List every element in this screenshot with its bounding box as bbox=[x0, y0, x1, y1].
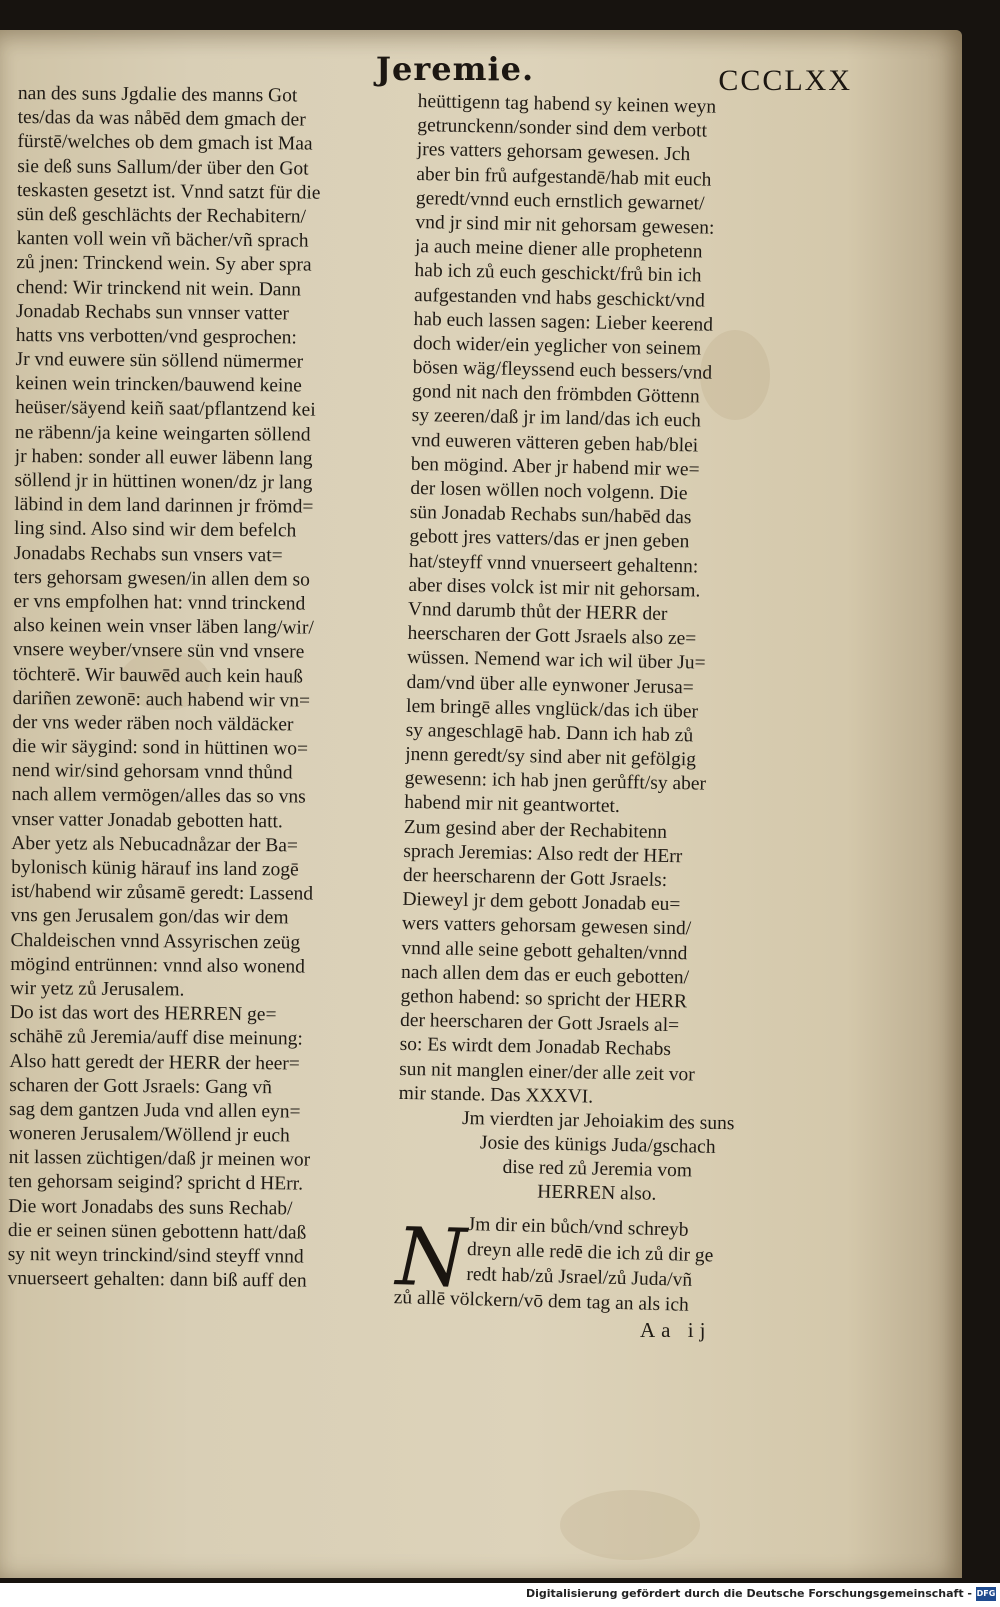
text-line: wüssen. Nemend war ich wil über Ju= bbox=[406, 647, 706, 674]
text-line: nit lassen züchtigen/daß jr meinen wor bbox=[8, 1147, 311, 1171]
text-line: Vnnd darumb thůt der HERR der bbox=[407, 598, 668, 625]
paper-stain bbox=[560, 1490, 700, 1560]
text-line: die er seinen sünen gebottenn hatt/daß bbox=[7, 1219, 307, 1244]
text-line: Jm dir ein bůch/vnd schreyb bbox=[467, 1213, 689, 1241]
text-line: vnsere weyber/vnsere sün vnd vnsere bbox=[12, 639, 305, 663]
text-line: Zum gesind aber der Rechabitenn bbox=[403, 816, 668, 843]
text-line: jres vatters gehorsam gewesen. Jch bbox=[416, 139, 691, 166]
text-line: bösen wäg/fleyssend euch bessers/vnd bbox=[412, 357, 713, 384]
text-line: vnser vatter Jonadab gebotten hatt. bbox=[11, 808, 283, 832]
text-line: teskasten gesetzt ist. Vnnd satzt für die bbox=[16, 179, 321, 204]
text-line: lem bringē alles vnglück/das ich über bbox=[405, 695, 699, 723]
text-line: Jonadabs Rechabs sun vnsers vat= bbox=[13, 542, 283, 566]
footer-bar bbox=[0, 1583, 1000, 1607]
text-line: der vns weder räben noch väldäcker bbox=[12, 711, 294, 736]
right-text-column bbox=[397, 90, 818, 1210]
text-line: vnd jr sind mir nit gehorsam gewesen: bbox=[415, 211, 715, 239]
text-line: Jr vnd euwere sün söllend nümermer bbox=[15, 349, 304, 373]
text-line: Die wort Jonadabs des suns Rechab/ bbox=[8, 1195, 293, 1220]
text-line: mir stande. Das XXXVI. bbox=[398, 1082, 594, 1108]
text-line: dam/vnd über alle eynwoner Jerusa= bbox=[406, 671, 694, 698]
text-line: redt hab/zů Jsrael/zů Juda/vñ bbox=[466, 1263, 693, 1291]
chapter-heading-line: HERREN also. bbox=[537, 1181, 657, 1206]
text-line: chend: Wir trinckend nit wein. Dann bbox=[16, 276, 302, 300]
text-line: wir yetz zů Jerusalem. bbox=[9, 977, 185, 1001]
text-line: dreyn alle redē die ich zů dir ge bbox=[466, 1238, 714, 1267]
text-line: nach allem vermögen/alles das so vns bbox=[11, 784, 306, 808]
text-line: sy zeeren/daß jr im land/das ich euch bbox=[411, 405, 702, 432]
dfg-logo: DFG bbox=[976, 1587, 996, 1601]
funding-credit: Digitalisierung gefördert durch die Deutsche Forschungsgemeinschaft - bbox=[525, 1587, 972, 1600]
text-line: habend mir nit geantwortet. bbox=[404, 792, 621, 818]
text-line: vns gen Jerusalem gon/das wir dem bbox=[10, 905, 289, 929]
text-line: ters gehorsam gwesen/in allen dem so bbox=[13, 566, 310, 591]
text-line: Do ist das wort des HERREN ge= bbox=[9, 1002, 277, 1026]
text-line: sie deß suns Sallum/der über den Got bbox=[17, 155, 309, 180]
text-line: ling sind. Also sind wir dem befelch bbox=[14, 518, 297, 542]
text-line: wers vatters gehorsam gewesen sind/ bbox=[401, 913, 692, 940]
text-line: Dieweyl jr dem gebott Jonadab eu= bbox=[402, 889, 681, 916]
text-line: tes/das da was nåbēd dem gmach der bbox=[17, 107, 306, 131]
text-line: der losen wöllen noch volgenn. Die bbox=[410, 477, 688, 505]
text-line: die wir säygind: sond in hüttinen wo= bbox=[12, 736, 309, 760]
chapter-heading-line: Jm vierdten jar Jehoiakim des suns bbox=[461, 1107, 735, 1135]
text-line: dariñen zewonē: auch habend wir vn= bbox=[12, 687, 311, 712]
text-line: er vns empfolhen hat: vnnd trinckend bbox=[13, 590, 306, 615]
text-line: Also hatt geredt der HERR der heer= bbox=[9, 1050, 300, 1074]
text-line: doch wider/ein yeglicher von seinem bbox=[412, 332, 702, 360]
chapter-heading-line: dise red zů Jeremia vom bbox=[502, 1157, 693, 1182]
signature-mark: Aa ij bbox=[640, 1318, 712, 1342]
text-line: sün Jonadab Rechabs sun/habēd das bbox=[409, 502, 692, 529]
text-line: zů jnen: Trinckend wein. Sy aber spra bbox=[16, 252, 312, 276]
text-line: woneren Jerusalem/Wöllend jr euch bbox=[8, 1123, 290, 1147]
text-line: söllend jr in hüttinen wonen/dz jr lang bbox=[14, 469, 313, 494]
text-line: vnnd alle seine gebott gehalten/vnnd bbox=[401, 937, 688, 964]
folio-number: CCCLXX bbox=[718, 64, 852, 97]
text-line: scharen der Gott Jsraels: Gang vñ bbox=[9, 1074, 272, 1098]
text-line: jr haben: sonder all euwer läbenn lang bbox=[14, 445, 313, 470]
text-line: so: Es wirdt dem Jonadab Rechabs bbox=[399, 1034, 672, 1061]
text-line: läbind in dem land darinnen jr frömd= bbox=[14, 494, 314, 518]
text-line: ten gehorsam seigind? spricht d HErr. bbox=[8, 1171, 304, 1195]
text-line: der heerscharen der Gott Jsraels al= bbox=[399, 1009, 680, 1037]
text-line: sy angeschlagē hab. Dann ich hab zů bbox=[405, 719, 694, 747]
text-line: sag dem gantzen Juda vnd allen eyn= bbox=[8, 1098, 301, 1123]
text-line: Jonadab Rechabs sun vnnser vatter bbox=[15, 300, 290, 325]
initial-paragraph bbox=[393, 1212, 798, 1321]
chapter-heading-line: Josie des künigs Juda/gschach bbox=[479, 1132, 716, 1158]
text-line: sy nit weyn trinckind/sind steyff vnnd bbox=[7, 1243, 304, 1268]
text-line: also keinen wein vnser läben lang/wir/ bbox=[13, 615, 314, 639]
text-line: nan des suns Jgdalie des manns Got bbox=[17, 82, 298, 107]
text-line: geredt/vnnd euch ernstlich gewarnet/ bbox=[415, 187, 705, 215]
text-line: gond nit nach den frömbden Göttenn bbox=[412, 381, 700, 408]
text-line: schähē zů Jeremia/auff dise meinung: bbox=[9, 1026, 303, 1050]
text-line: mögind entrünnen: vnnd also wonend bbox=[10, 953, 306, 978]
text-line: vnuerseert gehalten: dann biß auff den bbox=[7, 1268, 307, 1292]
drop-cap-initial: N bbox=[394, 1210, 468, 1305]
left-text-column bbox=[7, 82, 418, 1295]
text-line: sprach Jeremias: Also redt der HErr bbox=[403, 840, 683, 868]
text-line: Aber yetz als Nebucadnåzar der Ba= bbox=[11, 832, 298, 857]
text-line: vnd euweren vätteren geben hab/blei bbox=[411, 429, 699, 457]
text-line: keinen wein trincken/bauwend keine bbox=[15, 373, 302, 397]
running-head: Jeremie. bbox=[375, 50, 535, 88]
text-line: ja auch meine diener alle prophetenn bbox=[414, 236, 703, 263]
text-line: ist/habend wir zůsamē geredt: Lassend bbox=[10, 881, 314, 905]
text-line: jnenn geredt/sy sind aber nit gefölgig bbox=[405, 743, 697, 771]
text-line: sun nit manglen einer/der alle zeit vor bbox=[399, 1058, 696, 1085]
text-line: hatts vns verbotten/vnd gesprochen: bbox=[15, 324, 297, 349]
text-line: ben mögind. Aber jr habend mir we= bbox=[410, 453, 700, 481]
text-line: töchterē. Wir bauwēd auch kein hauß bbox=[12, 663, 304, 688]
text-line: hat/steyff vnnd vnuerseert gehaltenn: bbox=[408, 550, 699, 578]
text-line: aufgestanden vnd habs geschickt/vnd bbox=[413, 284, 706, 312]
text-line: gewesenn: ich hab jnen gerůfft/sy aber bbox=[404, 768, 707, 795]
text-line: heüser/säyend keiñ saat/pflantzend kei bbox=[15, 397, 316, 422]
text-line: hab euch lassen sagen: Lieber keerend bbox=[413, 308, 714, 336]
text-line: aber bin frů aufgestandē/hab mit euch bbox=[416, 163, 712, 191]
text-line: gethon habend: so spricht der HERR bbox=[400, 985, 688, 1013]
text-line: kanten voll wein vñ bächer/vñ sprach bbox=[16, 228, 309, 252]
text-line: ne räbenn/ja keine weingarten söllend bbox=[14, 421, 311, 446]
text-line: nach allen dem das er euch gebotten/ bbox=[400, 961, 690, 989]
text-line: Chaldeischen vnnd Assyrischen zeüg bbox=[10, 929, 301, 954]
text-line: zů allē völckern/vō dem tag an als ich bbox=[393, 1287, 690, 1316]
text-line: sün deß geschlächts der Rechabitern/ bbox=[16, 203, 307, 228]
text-line: hab ich zů euch geschickt/frů bin ich bbox=[414, 260, 702, 287]
text-line: getrunckenn/sonder sind dem verbott bbox=[417, 115, 708, 142]
text-line: heerscharen der Gott Jsraels also ze= bbox=[407, 623, 697, 650]
text-line: der heerscharenn der Gott Jsraels: bbox=[402, 864, 668, 891]
text-line: heüttigenn tag habend sy keinen weyn bbox=[417, 90, 717, 118]
text-line: fürstē/welches ob dem gmach ist Maa bbox=[17, 131, 313, 155]
text-line: gebott jres vatters/das er jnen geben bbox=[409, 526, 690, 553]
text-line: nend wir/sind gehorsam vnnd thůnd bbox=[11, 760, 293, 784]
text-line: bylonisch künig härauf ins land zogē bbox=[11, 856, 299, 881]
text-line: aber dises volck ist mir nit gehorsam. bbox=[408, 574, 701, 602]
